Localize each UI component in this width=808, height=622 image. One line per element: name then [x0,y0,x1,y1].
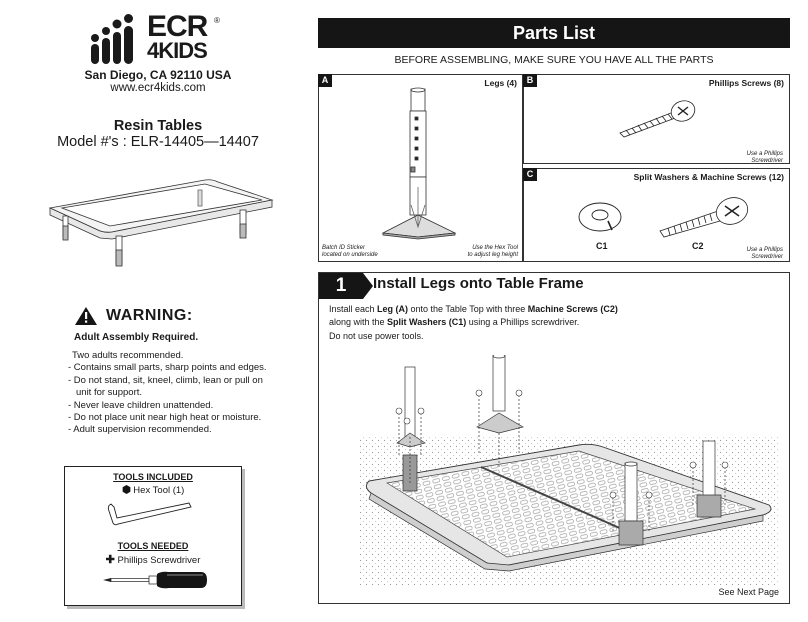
panel-title: Split Washers & Machine Screws (12) [633,172,784,182]
instruction-line-2 [329,316,618,329]
split-washer-illustration [576,199,624,233]
screwdriver-caption [747,247,783,261]
company-address: San Diego, CA 92110 USA [84,68,232,82]
resin-table-illustration [40,170,280,280]
tools-box [64,466,242,606]
screwdriver-caption [747,151,783,165]
part-panel-c [523,168,790,262]
part-label-c2: C2 [692,241,704,251]
product-title: Resin Tables [113,118,203,134]
step-1-panel [318,272,790,604]
leg-ref: Leg (A) [377,304,409,314]
company-website: www.ecr4kids.com [110,82,206,94]
logo-wordmark-ecr: ECR [147,10,208,43]
sticker-caption [322,245,378,259]
part-label-c1: C1 [596,241,608,251]
part-panel-b [523,74,790,164]
warning-item: - Never leave children unattended. [68,399,214,411]
tools-included-heading: TOOLS INCLUDED [113,472,193,482]
text: Install each [329,304,378,314]
see-next-page[interactable]: See Next Page [718,587,779,597]
warning-list [68,350,267,437]
panel-letter: B [523,74,537,87]
table-assembly-illustration [359,355,779,585]
warning-item: Two adults recommended. [72,350,184,361]
hex-tool-caption [468,245,518,259]
warning-item: - Adult supervision recommended. [68,424,212,436]
screw-ref: Machine Screws (C2) [527,304,618,314]
tools-needed-item [65,553,241,566]
leg-illustration [375,87,465,247]
step-instructions [329,303,618,328]
text: using a Phillips screwdriver. [466,316,580,327]
panel-title: Phillips Screws (8) [708,78,784,88]
part-panel-a [318,74,523,262]
washer-ref: Split Washers (C1) [387,316,467,327]
logo-wordmark-4kids: 4KIDS [147,38,207,63]
text: along with the [329,316,388,327]
power-tools-note: Do not use power tools. [329,331,424,341]
instruction-line-1 [329,303,618,316]
caption-line: Screwdriver [751,158,783,164]
machine-screw-illustration [656,191,752,239]
caption-line: Screwdriver [751,254,783,260]
warning-subtitle: Adult Assembly Required. [74,332,199,343]
tools-included-item [65,485,241,496]
tools-needed-heading: TOOLS NEEDED [117,541,189,551]
caption-line: Use a Phillips [746,151,783,157]
caption-line: Use the Hex Tool [472,245,518,251]
panel-letter: A [318,74,332,87]
phillips-screwdriver-label: Phillips Screwdriver [117,555,201,566]
caption-line: to adjust leg height [467,252,518,258]
phillips-screw-illustration [616,97,700,141]
warning-item: - Contains small parts, sharp points and edges. [68,362,267,374]
hex-icon [122,485,131,494]
warning-title: WARNING: [106,307,193,324]
plus-icon: ✚ [105,554,115,566]
caption-line: Batch ID Sticker [322,245,366,251]
warning-heading [74,306,193,326]
warning-item: unit for support. [76,387,143,399]
warning-triangle-icon [74,306,98,326]
screwdriver-illustration [101,569,211,591]
model-numbers: Model #'s : ELR-14405—14407 [57,134,259,150]
panel-letter: C [523,168,537,181]
caption-line: Use a Phillips [746,247,783,253]
hex-tool-label: Hex Tool (1) [133,485,185,496]
registered-mark: ® [214,16,220,25]
step-title: Install Legs onto Table Frame [373,275,584,292]
warning-item: - Do not place unit near high heat or moisture. [68,412,262,424]
panel-title: Legs (4) [484,78,517,88]
parts-list-title: Parts List [318,18,790,48]
hex-key-illustration [105,501,195,527]
warning-item: - Do not stand, sit, kneel, climb, lean or pull on [68,374,263,386]
caption-line: located on underside [322,252,378,258]
parts-list-note: BEFORE ASSEMBLING, MAKE SURE YOU HAVE ALL THE PARTS [394,54,714,66]
text: onto the Table Top with three [408,304,528,314]
step-number: 1 [319,273,363,299]
